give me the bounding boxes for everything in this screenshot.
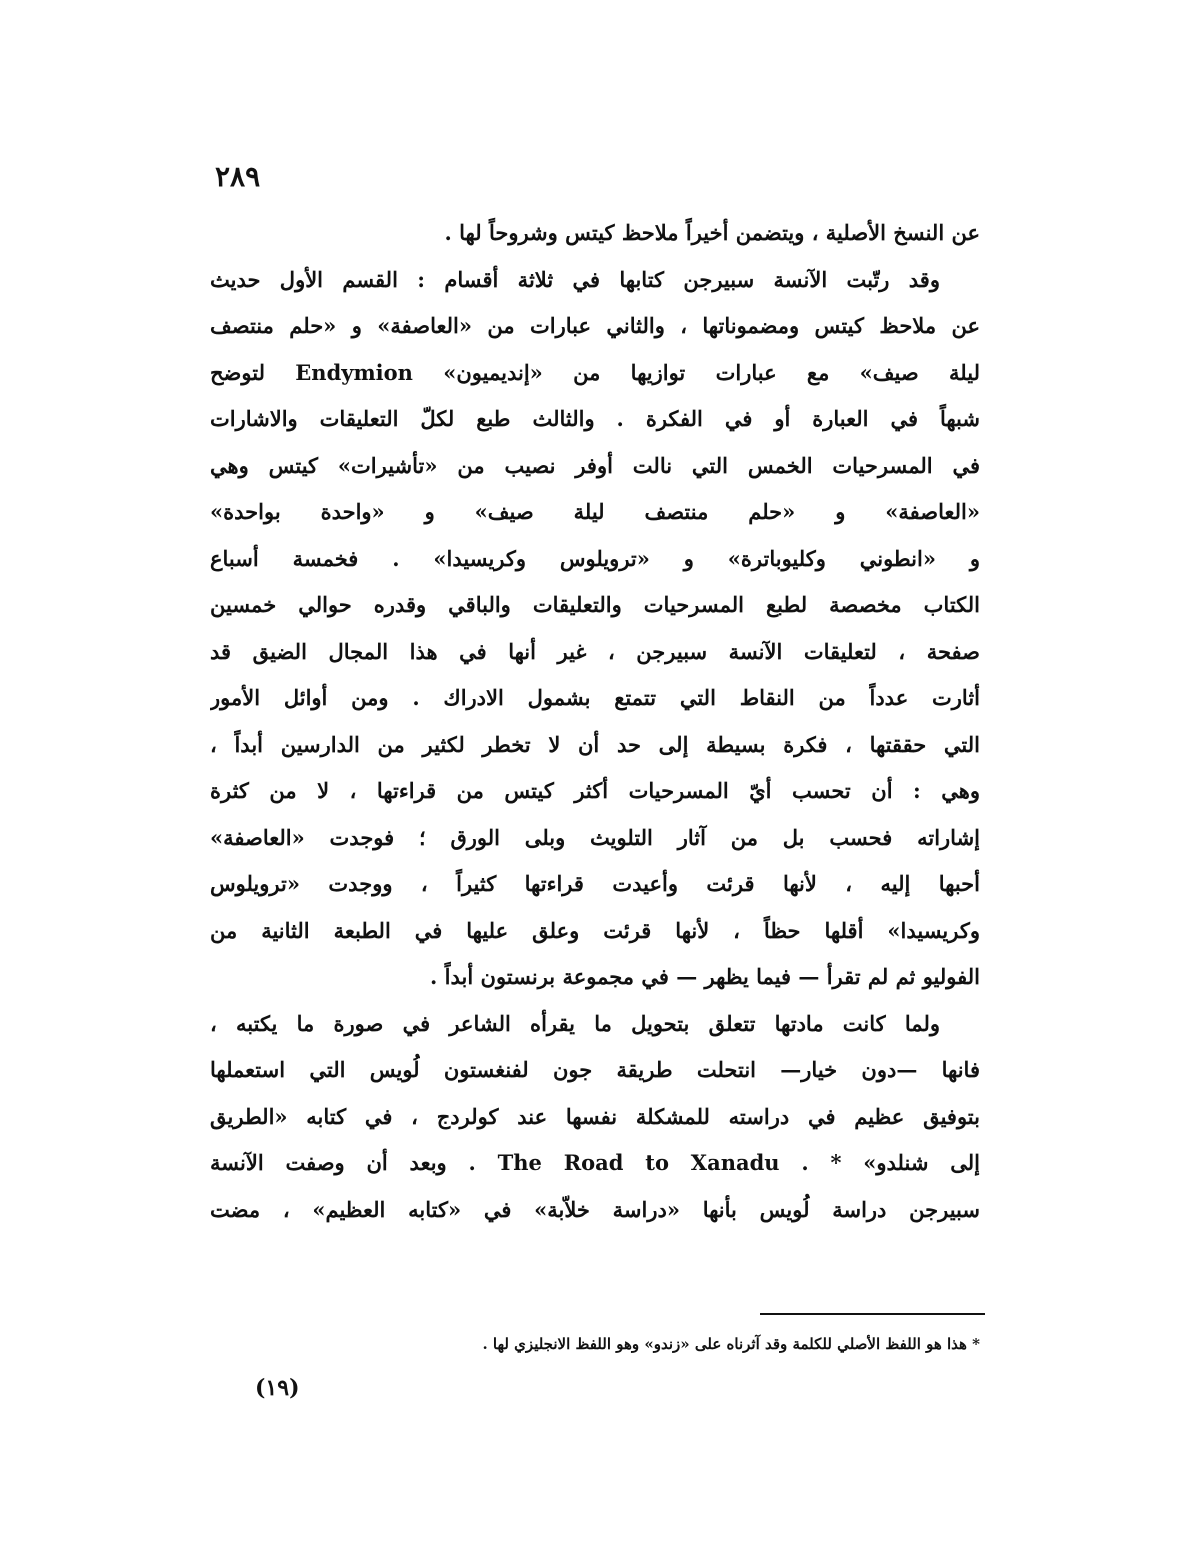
- text-line: و «انطوني وكليوباترة» و «ترويلوس وكريسيدا» . فخمسة أسباع: [210, 545, 980, 571]
- signature-mark: (١٩): [255, 1375, 300, 1401]
- text-line: التي حققتها ، فكرة بسيطة إلى حد أن لا تخطر لكثير من الدارسين أبداً ،: [210, 731, 980, 757]
- text-line: وكريسيدا» أقلها حظاً ، لأنها قرئت وعلق عليها في الطبعة الثانية من: [210, 917, 980, 943]
- page-number: ٢٨٩: [215, 160, 261, 193]
- text-line: فانها —دون خيار— انتحلت طريقة جون لفنغستون لُويس التي استعملها: [210, 1057, 980, 1082]
- text-line: وقد رتّبت الآنسة سبيرجن كتابها في ثلاثة أقسام : القسم الأول حديث: [210, 266, 940, 292]
- text-line: إلى شنلدو» * . The Road to Xanadu . وبعد أن وصفت الآنسة: [210, 1150, 980, 1175]
- text-line: شبهاً في العبارة أو في الفكرة . والثالث طبع لكلّ التعليقات والاشارات: [210, 406, 980, 431]
- text-line: ولما كانت مادتها تتعلق بتحويل ما يقرأه الشاعر في صورة ما يكتبه ،: [210, 1010, 940, 1036]
- footnote: * هذا هو اللفظ الأصلي للكلمة وقد آثرناه على «زندو» وهو اللفظ الانجليزي لها .: [482, 1335, 980, 1353]
- text-line: الكتاب مخصصة لطبع المسرحيات والتعليقات والباقي وقدره حوالي خمسين: [210, 592, 980, 617]
- text-line: عن النسخ الأصلية ، ويتضمن أخيراً ملاحظ كيتس وشروحاً لها .: [444, 220, 980, 245]
- body-text: [210, 210, 980, 1233]
- text-line: صفحة ، لتعليقات الآنسة سبيرجن ، غير أنها في هذا المجال الضيق قد: [210, 638, 980, 664]
- text-line: الفوليو ثم لم تقرأ — فيما يظهر — في مجموعة برنستون أبداً .: [430, 964, 980, 989]
- text-line: في المسرحيات الخمس التي نالت أوفر نصيب من «تأشيرات» كيتس وهي: [210, 452, 980, 478]
- text-line: أحبها إليه ، لأنها قرئت وأعيدت قراءتها كثيراً ، ووجدت «ترويلوس: [210, 871, 980, 896]
- text-line: «العاصفة» و «حلم منتصف ليلة صيف» و «واحدة بواحدة»: [210, 499, 980, 524]
- text-line: ليلة صيف» مع عبارات توازيها من «إنديميون» Endymion لتوضح: [210, 359, 980, 385]
- text-line: إشاراته فحسب بل من آثار التلويث وبلى الورق ؛ فوجدت «العاصفة»: [210, 824, 980, 850]
- text-line: عن ملاحظ كيتس ومضموناتها ، والثاني عبارات من «العاصفة» و «حلم منتصف: [210, 313, 980, 338]
- text-line: سبيرجن دراسة لُويس بأنها «دراسة خلاّبة» في «كتابه العظيم» ، مضت: [210, 1196, 980, 1222]
- text-line: بتوفيق عظيم في دراسته للمشكلة نفسها عند كولردج ، في كتابه «الطريق: [210, 1103, 980, 1129]
- text-line: أثارت عدداً من النقاط التي تتمتع بشمول الادراك . ومن أوائل الأمور: [210, 685, 980, 710]
- text-line: وهي : أن تحسب أيّ المسرحيات أكثر كيتس من قراءتها ، لا من كثرة: [210, 778, 980, 803]
- footnote-divider: [760, 1313, 985, 1315]
